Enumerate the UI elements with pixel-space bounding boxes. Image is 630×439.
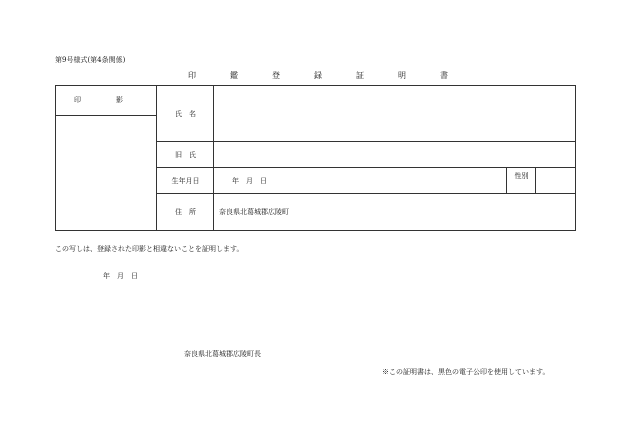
certification-date: 年 月 日 xyxy=(103,272,138,280)
title-char: 登 xyxy=(272,71,280,80)
name-label: 氏 名 xyxy=(175,110,196,118)
form-number: 第9号様式(第4条関係) xyxy=(55,56,126,64)
certification-statement: この写しは、登録された印影と相違ないことを証明します。 xyxy=(55,245,244,253)
stamp-impression-label: 印 影 xyxy=(74,96,137,104)
birth-date-label: 生年月日 xyxy=(171,177,200,185)
sex-label: 性別 xyxy=(514,172,529,180)
document-title xyxy=(188,70,448,81)
table-border-bottom xyxy=(55,230,576,231)
title-char: 鑑 xyxy=(230,71,238,80)
birth-date-value: 年 月 日 xyxy=(232,177,267,185)
title-char: 証 xyxy=(356,71,364,80)
title-char: 印 xyxy=(188,71,196,80)
table-border-left xyxy=(55,85,56,231)
row-divider-1 xyxy=(156,141,576,142)
old-name-label: 旧 氏 xyxy=(175,151,196,159)
seal-note: ※この証明書は、黒色の電子公印を使用しています。 xyxy=(382,368,550,376)
title-char: 明 xyxy=(398,71,406,80)
sex-divider-left xyxy=(506,167,507,194)
title-char: 録 xyxy=(314,71,322,80)
address-value: 奈良県北葛城郡広陵町 xyxy=(219,208,289,216)
row-divider-2 xyxy=(156,167,576,168)
row-divider-3 xyxy=(156,193,576,194)
issuer-name: 奈良県北葛城郡広陵町長 xyxy=(184,350,261,358)
address-label: 住 所 xyxy=(175,208,196,216)
stamp-header-divider xyxy=(55,115,157,116)
title-char: 書 xyxy=(440,71,448,80)
sex-divider-right xyxy=(535,167,536,194)
table-border-top xyxy=(55,85,576,86)
table-border-right xyxy=(575,85,576,231)
